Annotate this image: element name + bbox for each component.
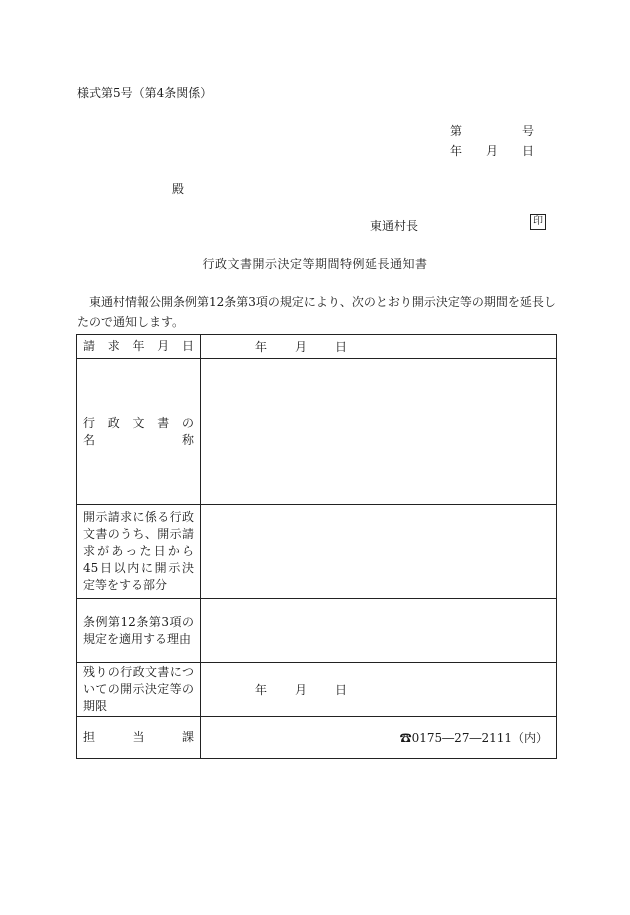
deadline-day: 日 <box>335 683 348 697</box>
request-date-label: 請 求 年 月 日 <box>77 335 201 359</box>
doc-name-value <box>201 359 557 505</box>
reason-value <box>201 599 557 663</box>
request-date-year: 年 <box>255 340 268 354</box>
contact-label: 担 当 課 <box>77 717 201 759</box>
deadline-year: 年 <box>255 683 268 697</box>
sender-name: 東通村長 <box>370 219 419 233</box>
table-row-request-date <box>77 335 557 359</box>
request-date-day: 日 <box>335 340 348 354</box>
table-row-deadline <box>77 663 557 717</box>
reason-label: 条例第12条第3項の規定を適用する理由 <box>77 599 201 663</box>
form-number: 様式第5号（第4条関係） <box>77 86 213 100</box>
partial-value <box>201 505 557 599</box>
request-date-value <box>201 335 557 359</box>
phone-number: ☎0175―27―2111（内） <box>201 717 557 759</box>
issue-date-month: 月 <box>486 144 499 158</box>
doc-number-suffix: 号 <box>522 124 535 138</box>
document-title: 行政文書開示決定等期間特例延長通知書 <box>202 257 428 271</box>
deadline-value <box>201 663 557 717</box>
request-date-month: 月 <box>295 340 308 354</box>
table-row-reason <box>77 599 557 663</box>
addressee-suffix: 殿 <box>172 182 185 196</box>
doc-name-label: 行 政 文 書 の 名 称 <box>77 359 201 505</box>
deadline-label: 残りの行政文書についての開示決定等の期限 <box>77 663 201 717</box>
deadline-month: 月 <box>295 683 308 697</box>
issue-date-year: 年 <box>450 144 463 158</box>
notice-body: 東通村情報公開条例第12条第3項の規定により、次のとおり開示決定等の期間を延長したので通知します。 <box>77 295 556 329</box>
info-table <box>76 334 557 759</box>
table-row-partial <box>77 505 557 599</box>
table-row-doc-name <box>77 359 557 505</box>
partial-label: 開示請求に係る行政文書のうち、開示請求があった日から45日以内に開示決定等をする部分 <box>77 505 201 599</box>
doc-number-prefix: 第 <box>450 124 463 138</box>
table-row-contact <box>77 717 557 759</box>
seal-mark: 印 <box>530 214 546 230</box>
issue-date-day: 日 <box>522 144 535 158</box>
